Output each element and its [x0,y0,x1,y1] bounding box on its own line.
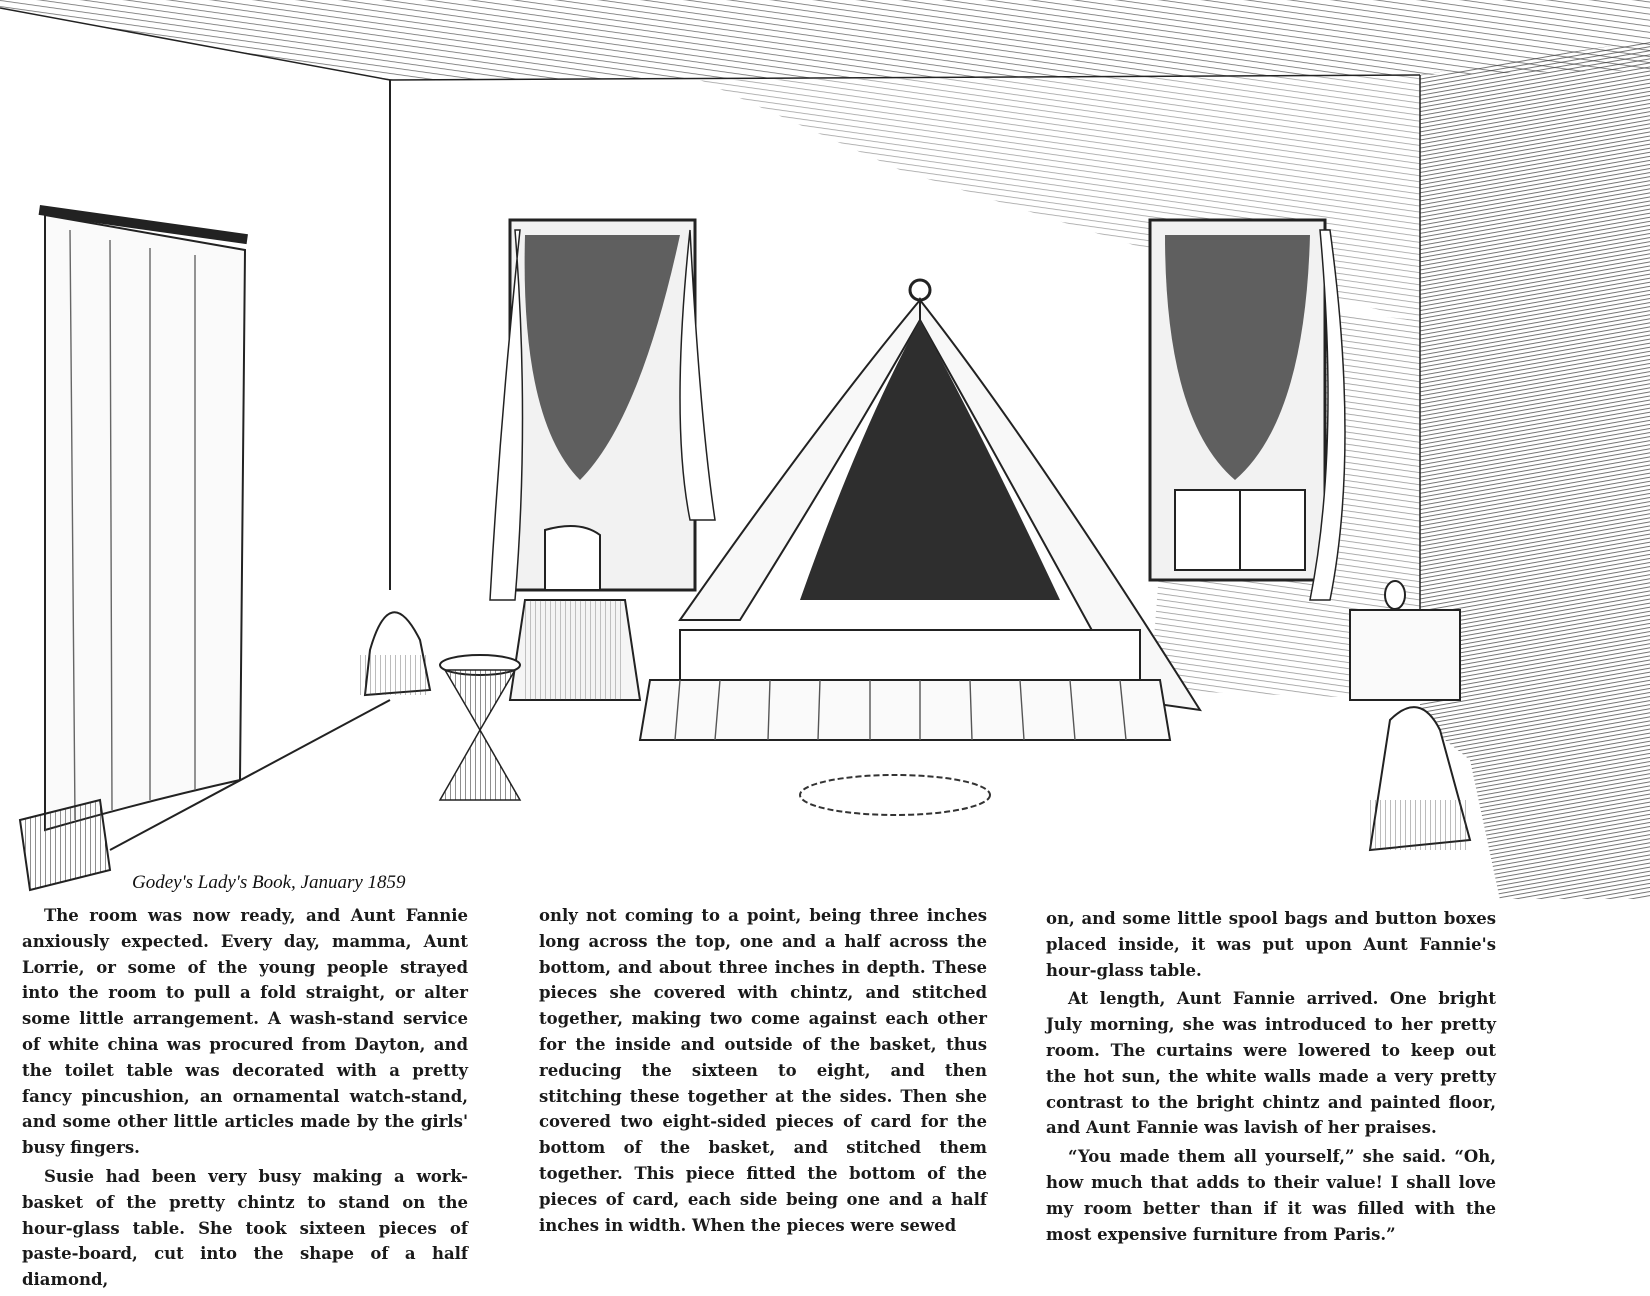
paragraph: The room was now ready, and Aunt Fannie anxiously expected. Every day, mamma, Aunt Lorrie, or some of the young people strayed into the room to pull a fold straight, or alter some little arrangement. A wash-stand service of white china was procured from Dayton, and the toilet table was decorated with a pretty fancy pincushion, an ornamental watch-stand, and some other little articles made by the girls' busy fingers. [22,906,468,1158]
rug [800,775,990,815]
ceiling [0,0,1650,80]
right-window [1150,220,1345,600]
paragraph: only not coming to a point, being three inches long across the top, one and a half across the bottom, and about three inches in depth. These pieces she covered with chintz, and stitched together, making two come against each other for the inside and outside of the basket, thus reducing the sixteen to eight, and then stitching these together at the sides. Then she covered two eight-sided pieces of card for the bottom of the basket, and stitched them together. This piece fitted the bottom of the pieces of card, each side being one and a half inches in width. When the pieces were sewed [539,906,987,1235]
paragraph: At length, Aunt Fannie arrived. One bright July morning, she was introduced to her pretty room. The curtains were lowered to keep out the hot sun, the white walls made a very pretty contrast to the bright chintz and painted floor, and Aunt Fannie was lavish of her praises. [1046,989,1496,1138]
paragraph: “You made them all yourself,” she said. “Oh, how much that adds to their value! I shall love my room better than if it was filled with the most expensive furniture from Paris.” [1046,1147,1496,1244]
canopy-bed [640,280,1200,740]
paragraph: Susie had been very busy making a work-basket of the pretty chintz to stand on the hour-glass table. She took sixteen pieces of paste-board, cut into the shape of a half diamond, [22,1166,468,1290]
left-curtain [39,205,248,830]
footstool [20,800,110,890]
left-window [490,220,715,600]
paragraph: on, and some little spool bags and button boxes placed inside, it was put upon Aunt Fannie's hour-glass table. [1046,909,1496,980]
text-column-1 [22,903,468,1296]
hour-glass-table [440,655,520,800]
figure-caption: Godey's Lady's Book, January 1859 [132,872,406,893]
right-wall [1420,40,1650,900]
text-column-3 [1046,906,1496,1250]
left-chair [360,612,430,695]
text-column-2 [539,903,987,1241]
